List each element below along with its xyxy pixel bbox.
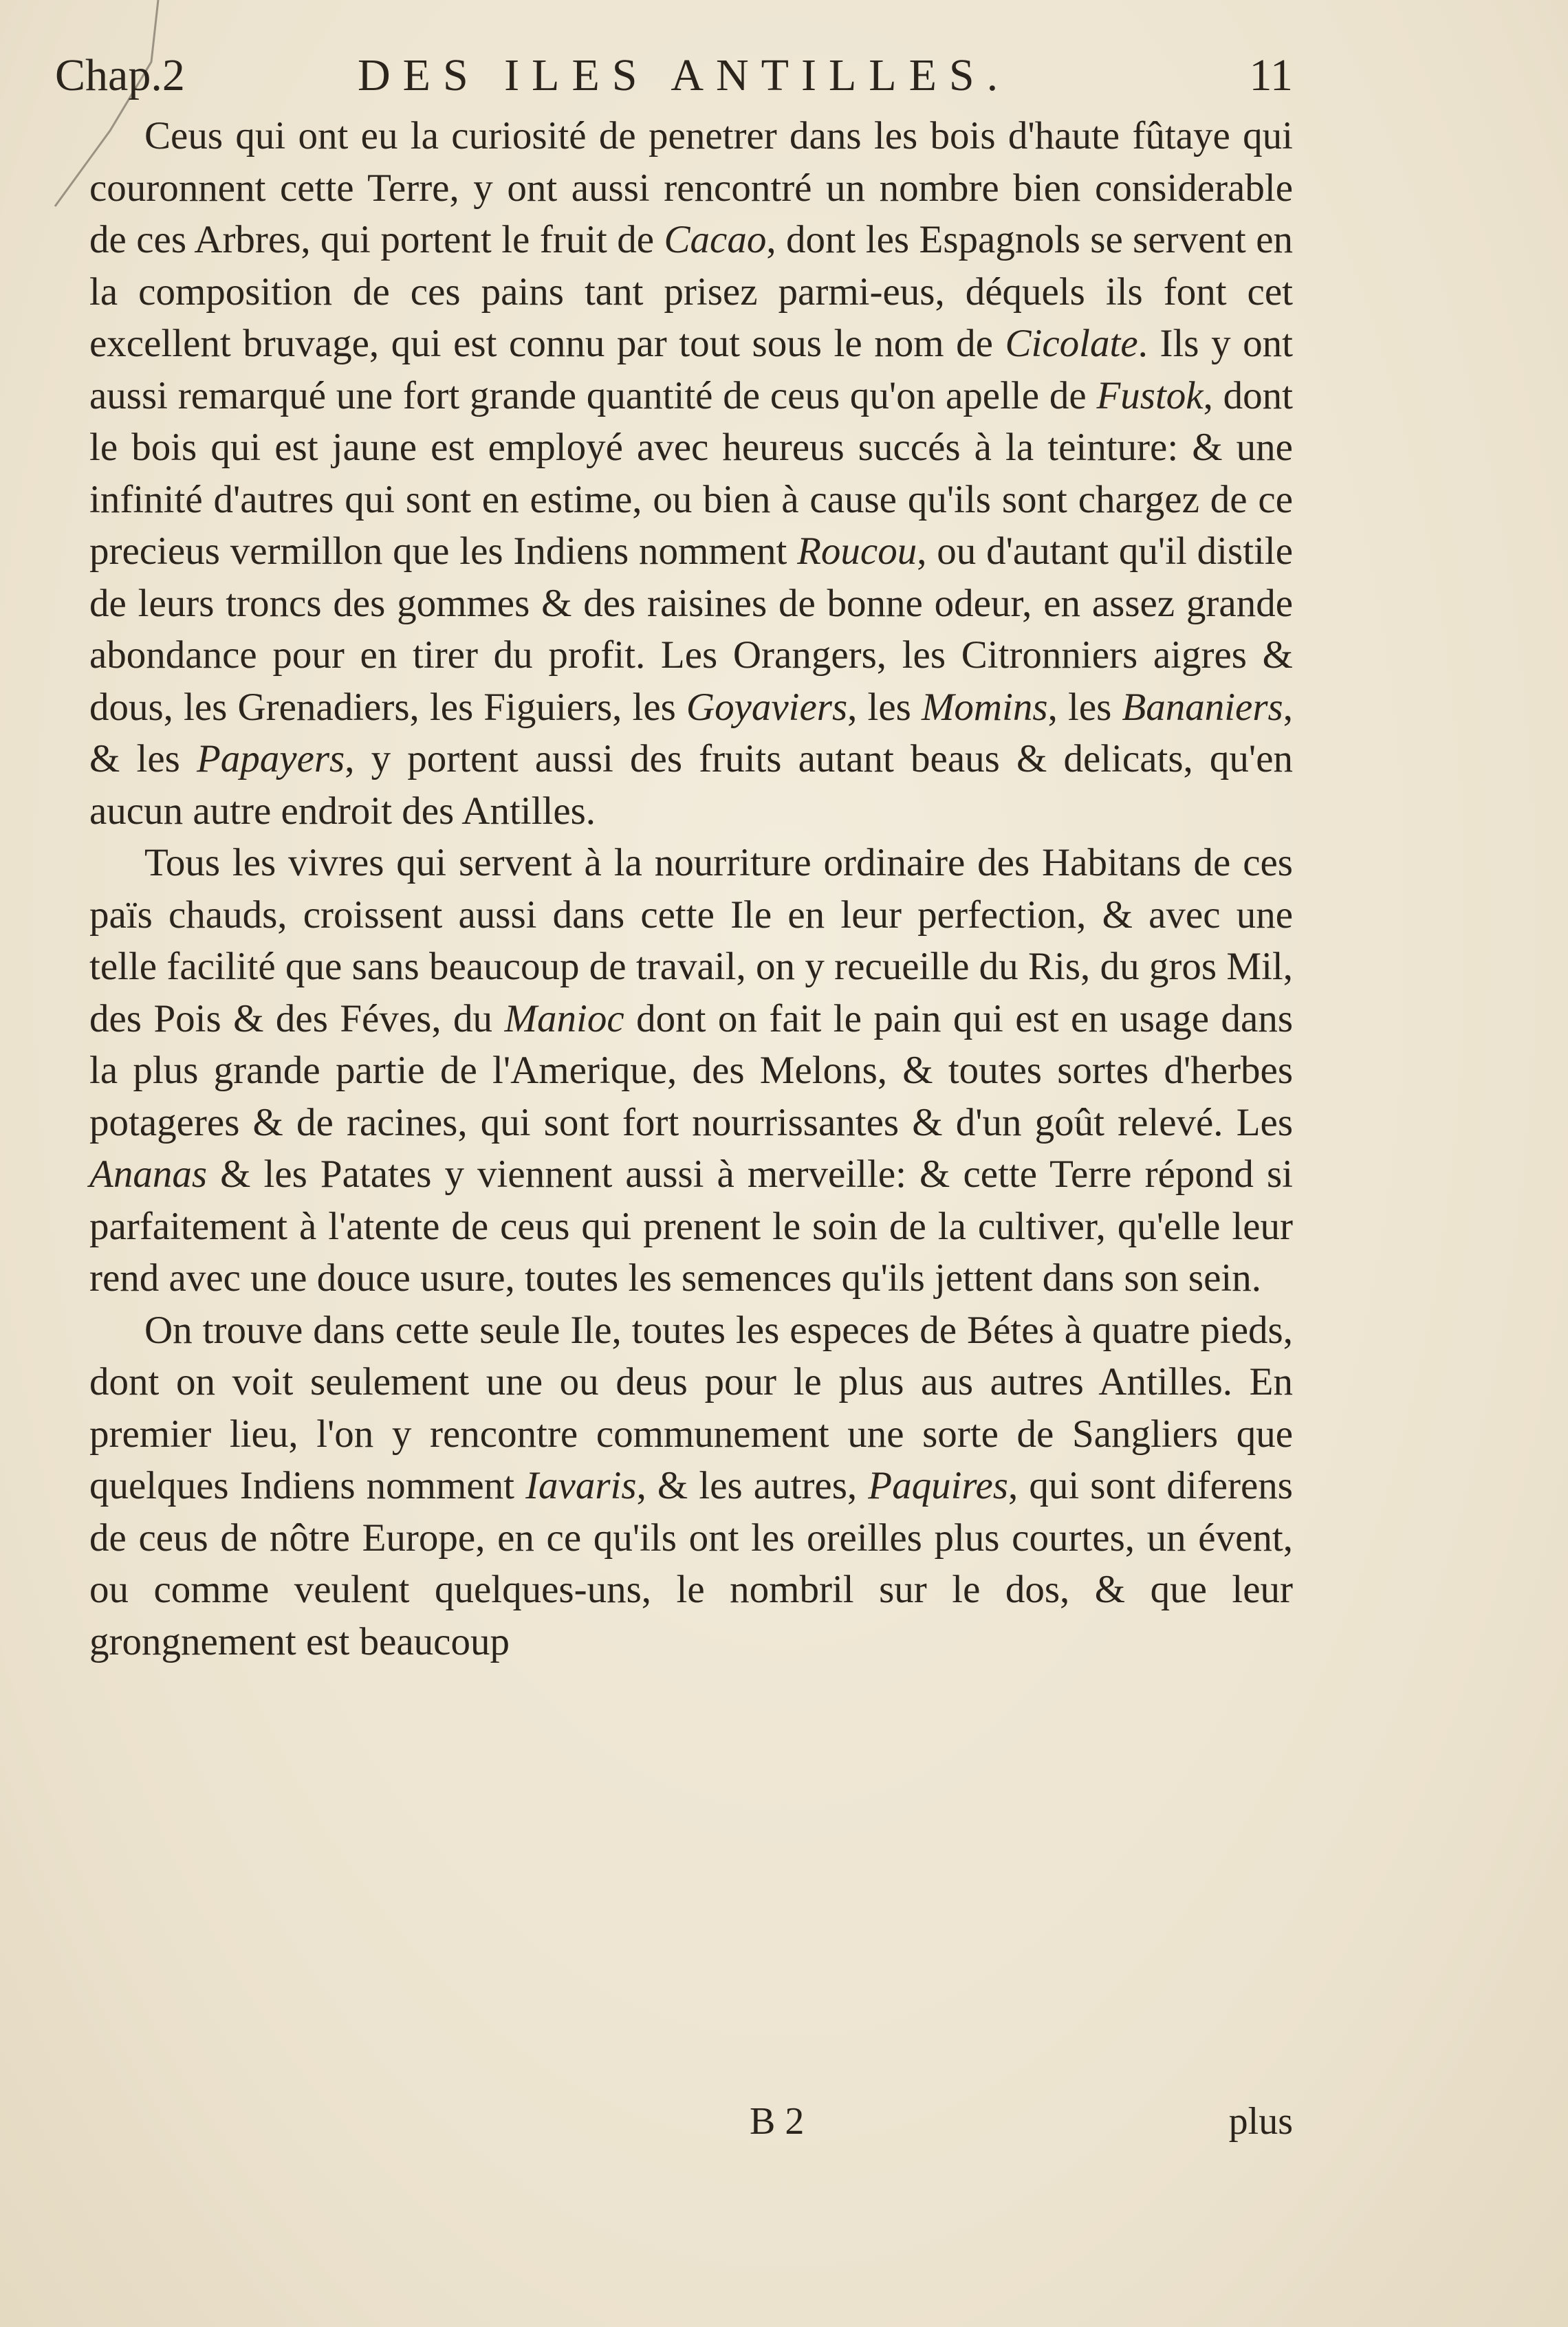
italic-term: Papayers	[196, 737, 345, 780]
text-run: , & les	[89, 685, 1293, 780]
italic-term: Momins	[921, 685, 1048, 729]
italic-term: Goyaviers	[686, 685, 848, 729]
text-run: , ou d'autant qu'il distile de leurs troncs des gommes & des raisines de bonne odeur, en assez grande abondance pour en tirer du profit. Les Orangers, les Citronniers aigres & dous, les Grenadiers, les Figuiers, les	[89, 529, 1294, 729]
text-run: . Ils y ont aussi remarqué une fort grande quantité de ceus qu'on apelle de	[89, 322, 1293, 417]
text-run: , dont le bois qui est jaune est employé avec heureus succés à la teinture: & une infinité d'autres qui sont en estime, ou bien à cause qu'ils sont chargez de ce precieus vermillon que les Indiens nomment	[89, 373, 1293, 573]
running-header	[55, 38, 1293, 113]
text-run: Ceus qui ont eu la curiosité de penetrer dans les bois d'haute fûtaye qui couronnent cette Terre, y ont aussi rencontré un nombre bien considerable de ces Arbres, qui portent le fruit de	[89, 114, 1293, 261]
italic-term: Iavaris	[525, 1464, 637, 1507]
body-text	[89, 110, 1293, 1668]
text-run: , qui sont diferens de ceus de nôtre Europe, en ce qu'ils ont les oreilles plus courtes, un évent, ou comme veulent quelques-uns, le nombril sur le dos, & que leur grongnement est beaucoup	[89, 1464, 1293, 1663]
text-run: dont on fait le pain qui est en usage dans la plus grande partie de l'Amerique, des Melons, & toutes sortes d'herbes potageres & de racines, qui sont fort nourrissantes & d'un goût relevé. Les	[89, 996, 1294, 1144]
text-run: & les Patates y viennent aussi à merveille: & cette Terre répond si parfaitement à l'atente de ceus qui prenent le soin de la cultiver, qu'elle leur rend avec une douce usure, toutes les semences qu'ils jettent dans son sein.	[89, 1152, 1293, 1300]
text-run: , les	[1047, 685, 1122, 729]
italic-term: Cicolate	[1005, 322, 1138, 365]
catchword: plus	[1228, 2100, 1293, 2143]
paragraph	[89, 110, 1293, 837]
signature-mark: B 2	[750, 2100, 805, 2143]
chapter-label: Chap.2	[55, 50, 185, 100]
text-run: On trouve dans cette seule Ile, toutes les especes de Bétes à quatre pieds, dont on voit seulement une ou deus pour le plus aus autres Antilles. En premier lieu, l'on y rencontre communement une sorte de Sangliers que quelques Indiens nomment	[89, 1308, 1293, 1507]
italic-term: Paquires	[868, 1464, 1008, 1507]
text-run: , les	[847, 685, 922, 729]
page-number: 11	[1249, 50, 1293, 100]
italic-term: Fustok	[1096, 373, 1204, 417]
page-footer	[89, 2090, 1293, 2152]
italic-term: Bananiers	[1122, 685, 1283, 729]
paragraph	[89, 837, 1293, 1304]
italic-term: Ananas	[89, 1152, 207, 1196]
text-run: , dont les Espagnols se servent en la composition de ces pains tant prisez parmi-eus, déquels ils font cet excellent bruvage, qui est connu par tout sous le nom de	[89, 218, 1293, 365]
paragraph	[89, 1304, 1293, 1668]
text-run: , y portent aussi des fruits autant beaus & delicats, qu'en aucun autre endroit des Antilles.	[89, 737, 1293, 833]
text-run: , & les autres,	[636, 1464, 869, 1507]
italic-term: Manioc	[504, 996, 624, 1040]
italic-term: Roucou	[797, 529, 917, 573]
text-run: Tous les vivres qui servent à la nourriture ordinaire des Habitans de ces païs chauds, croissent aussi dans cette Ile en leur perfection, & avec une telle facilité que sans beaucoup de travail, on y recueille du Ris, du gros Mil, des Pois & des Féves, du	[89, 841, 1293, 1040]
italic-term: Cacao	[664, 218, 767, 261]
running-title: DES ILES ANTILLES.	[358, 50, 1011, 100]
